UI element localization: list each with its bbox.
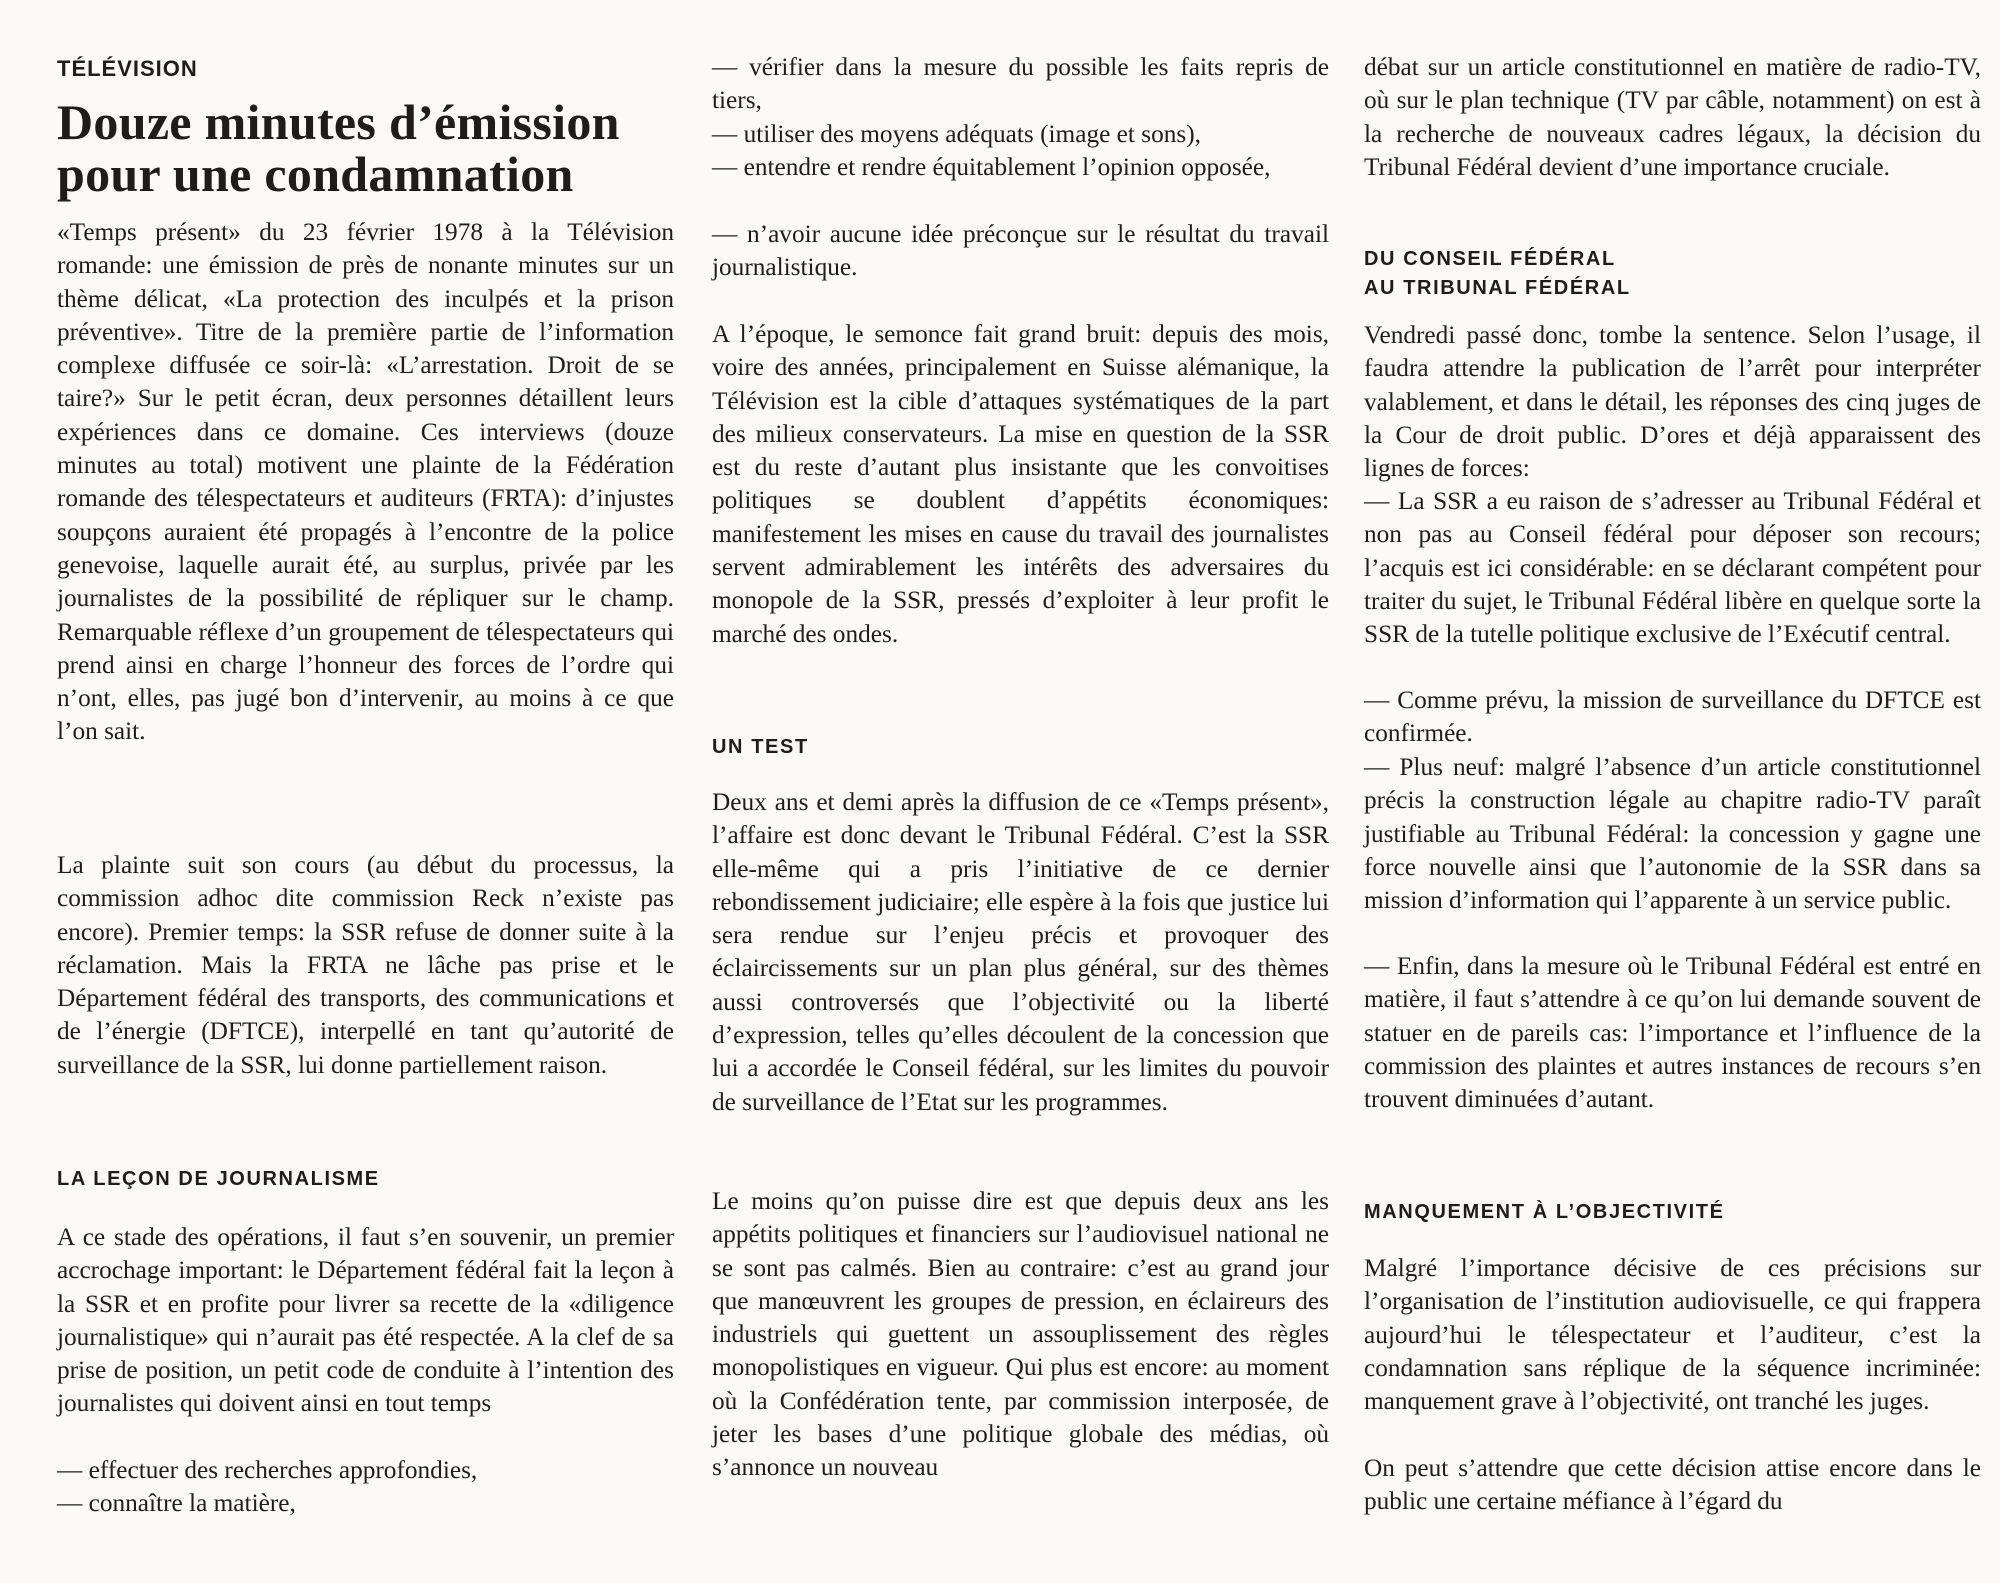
paragraph-test: Deux ans et demi après la diffusion de ce «Temps présent», l’affaire est donc devant le Tribunal Fédéral. C’est la SSR elle-même qui a pris l’initiative de ce dernier rebondissement judiciaire; elle espère à la fois que justice lui sera rendue sur l’enjeu précis et provoquer des éclaircissements sur un plan plus général, sur des thèmes aussi controversés que l’objectivité ou la liberté d’expression, telles qu’elles découlent de la concession que lui a accordée le Conseil fédéral, sur les limites du pouvoir de surveillance de l’Etat sur les programmes. [712, 788, 1329, 1116]
paragraph-appetits: Le moins qu’on puisse dire est que depuis deux ans les appétits politiques et financiers sur l’audiovisuel national ne se sont pas calmés. Bien au contraire: c’est au grand jour que manœuvrent les groupes de pression, en éclaireurs des industriels qui guettent un assouplissement des règles monopolistiques en vigueur. Qui plus est encore: au moment où la Confédération tente, par commission interposée, de jeter les bases d’une politique globale des médias, où s’annonce un nouveau [712, 1187, 1329, 1482]
subheading-line-2: AU TRIBUNAL FÉDÉRAL [1364, 277, 1631, 299]
paragraph-complaint: La plainte suit son cours (au début du processus, la commission adhoc dite commission Reck n’existe pas encore). Premier temps: la SSR refuse de donner suite à la réclamation. Mais la FRTA ne lâche pas prise et le Département fédéral des transports, des communications et de l’énergie (DFTCE), interpellé en tant qu’autorité de surveillance de la SSR, lui donne partiellement raison. [57, 851, 674, 1079]
list-item: — La SSR a eu raison de s’adresser au Tribunal Fédéral et non pas au Conseil fédéral pour déposer son recours; l’acquis est ici considérable: en se déclarant compétent pour traiter du sujet, le Tribunal Fédéral libère en quelque sorte la SSR de la tutelle politique exclusive de l’Exécutif central. [1364, 487, 1981, 649]
headline-line-1: Douze minutes d’émission [57, 94, 620, 150]
section-rubric: TÉLÉVISION [57, 56, 198, 81]
subheading-line-1: DU CONSEIL FÉDÉRAL [1364, 248, 1616, 270]
paragraph-condamnation: Malgré l’importance décisive de ces précisions sur l’organisation de l’institution audiovisuelle, ce qui frappera aujourd’hui le télespectateur et l’auditeur, c’est la condamnation sans réplique de la séquence incriminée: manquement grave à l’objectivité, ont tranché les juges. [1364, 1254, 1981, 1416]
paragraph-lecon: A ce stade des opérations, il faut s’en souvenir, un premier accrochage important: le Département fédéral fait la leçon à la SSR et en profite pour livrer sa recette de la «diligence journalistique» qui n’aurait pas été respectée. A la clef de sa prise de position, un petit code de conduite à l’intention des journalistes qui doivent ainsi en tout temps [57, 1223, 674, 1418]
headline-line-2: pour une condamnation [57, 146, 574, 202]
paragraph-mefiance: On peut s’attendre que cette décision attise encore dans le public une certaine méfiance à l’égard du [1364, 1454, 1981, 1516]
list-item: — effectuer des recherches approfondies, [57, 1456, 478, 1484]
paragraph-intro: «Temps présent» du 23 février 1978 à la Télévision romande: une émission de près de nonante minutes sur un thème délicat, «La protection des inculpés et la prison préventive». Titre de la première partie de l’information complexe diffusée ce soir-là: «L’arrestation. Droit de se taire?» Sur le petit écran, deux personnes détaillent leurs expériences dans ce domaine. Ces interviews (douze minutes au total) motivent une plainte de la Fédération romande des télespectateurs et auditeurs (FRTA): d’injustes soupçons auraient été propagés à l’encontre de la police genevoise, laquelle aurait été, au surplus, privée par les journalistes de la possibilité de répliquer sur le champ. Remarquable réflexe d’un groupement de télespectateurs qui prend ainsi en charge l’honneur des forces de l’ordre qui n’ont, elles, pas jugé bon d’intervenir, au moins à ce que l’on sait. [57, 218, 674, 746]
paragraph-sentence: Vendredi passé donc, tombe la sentence. Selon l’usage, il faudra attendre la publication de l’arrêt pour interpréter valablement, et dans le détail, les réponses des cinq juges de la Cour de droit public. D’ores et déjà apparaissent des lignes de forces: [1364, 321, 1981, 483]
paragraph-semonce: A l’époque, le semonce fait grand bruit: depuis des mois, voire des années, principalement en Suisse alémanique, la Télévision est la cible d’attaques systématiques de la part des milieux conservateurs. La mise en question de la SSR est du reste d’autant plus insistante que les convoitises politiques se doublent d’appétits économiques: manifestement les mises en cause du travail des journalistes servent admirablement les intérêts des adversaires du monopole de la SSR, pressés d’exploiter à leur profit le marché des ondes. [712, 320, 1329, 648]
subheading-lecon: LA LEÇON DE JOURNALISME [57, 1168, 380, 1190]
subheading-conseil [1364, 245, 1631, 303]
list-item: — Comme prévu, la mission de surveillance du DFTCE est confirmée. [1364, 686, 1981, 748]
article-headline [57, 96, 620, 200]
list-item: — vérifier dans la mesure du possible les faits repris de tiers, [712, 53, 1329, 115]
list-item: — Plus neuf: malgré l’absence d’un article constitutionnel précis la construction légale au chapitre radio-TV paraît justifiable au Tribunal Fédéral: la concession y gagne une force nouvelle ainsi que l’autonomie de la SSR dans sa mission d’information qui l’apparente à un service public. [1364, 753, 1981, 915]
list-item: — entendre et rendre équitablement l’opinion opposée, [712, 153, 1271, 181]
list-item: — connaître la matière, [57, 1489, 296, 1517]
paragraph-debat: débat sur un article constitutionnel en matière de radio-TV, où sur le plan technique (TV par câble, notamment) on est à la recherche de nouveaux cadres légaux, la décision du Tribunal Fédéral devient d’une importance cruciale. [1364, 53, 1981, 181]
subheading-test: UN TEST [712, 736, 809, 758]
list-item: — utiliser des moyens adéquats (image et sons), [712, 120, 1201, 148]
subheading-objectivite: MANQUEMENT À L’OBJECTIVITÉ [1364, 1201, 1725, 1223]
list-item: — Enfin, dans la mesure où le Tribunal Fédéral est entré en matière, il faut s’attendre à ce qu’on lui demande souvent de statuer en de pareils cas: l’importance et l’influence de la commission des plaintes et autres instances de recours s’en trouvent diminuées d’autant. [1364, 952, 1981, 1114]
list-item: — n’avoir aucune idée préconçue sur le résultat du travail journalistique. [712, 220, 1329, 282]
